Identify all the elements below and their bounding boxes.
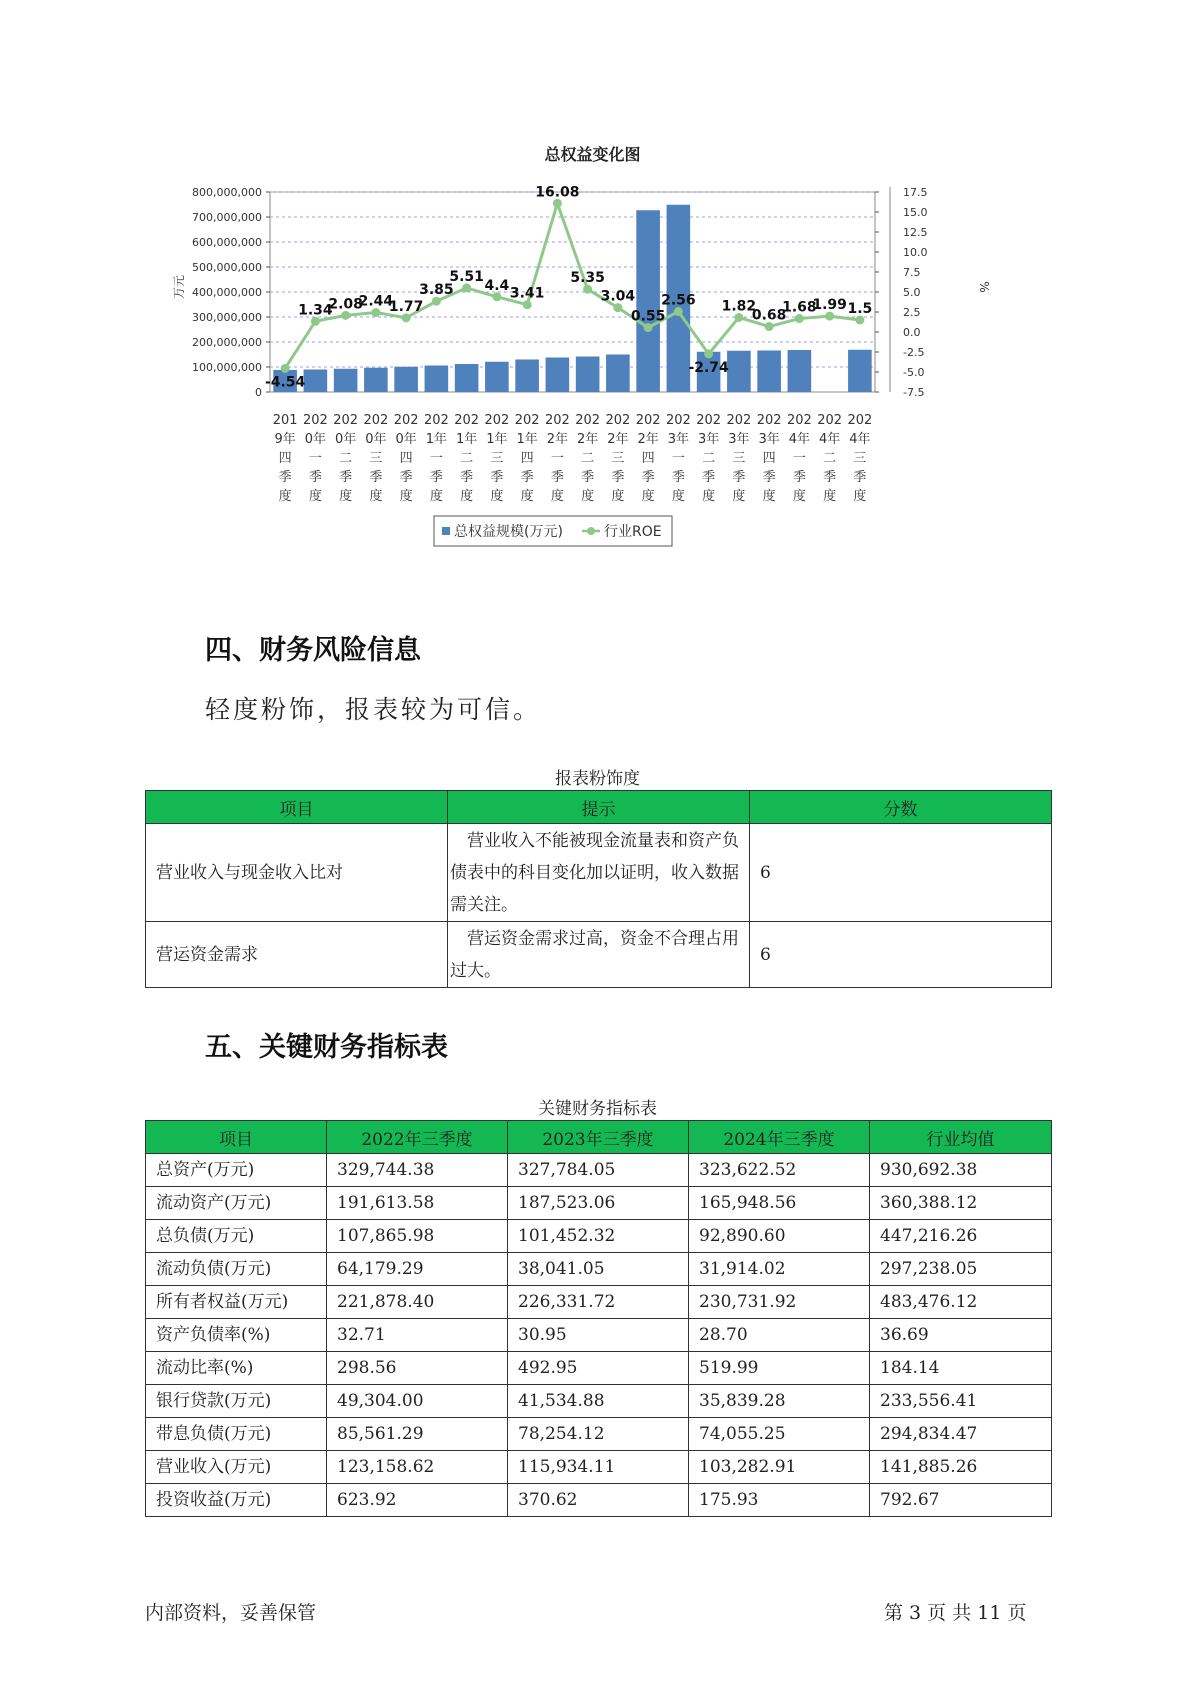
x-tick-label: 0年 (334, 432, 357, 447)
section-heading-key-metrics: 五、关键财务指标表 (205, 1032, 448, 1063)
bar (576, 357, 600, 393)
metric-value-cell: 35,839.28 (689, 1385, 870, 1418)
x-tick-label: 季 (429, 470, 443, 485)
metric-value-cell: 360,388.12 (870, 1187, 1052, 1220)
roe-data-label: 1.82 (721, 298, 757, 315)
metric-value-cell: 226,331.72 (508, 1286, 689, 1319)
x-tick-label: 202 (726, 413, 752, 428)
y2-tick-label: -7.5 (903, 386, 925, 399)
y-tick-label: 400,000,000 (192, 286, 262, 299)
table-row (146, 1220, 1052, 1253)
x-tick-label: 202 (484, 413, 510, 428)
x-tick-label: 202 (333, 413, 359, 428)
roe-data-label: 2.44 (358, 293, 394, 310)
column-header: 分数 (750, 791, 1052, 824)
x-tick-label: 3年 (697, 432, 720, 447)
x-tick-label: 度 (278, 489, 292, 504)
x-tick-label: 季 (550, 470, 564, 485)
x-tick-label: 202 (665, 413, 691, 428)
y-tick-label: 0 (255, 386, 262, 399)
x-tick-label: 0年 (365, 432, 387, 447)
risk-table (145, 790, 1052, 988)
roe-data-label: 5.51 (449, 268, 484, 285)
x-tick-label: 度 (641, 489, 655, 504)
metric-name-cell: 银行贷款(万元) (146, 1385, 327, 1418)
equity-chart-svg (150, 140, 1050, 600)
table-row (146, 1253, 1052, 1286)
x-tick-label: 1年 (486, 432, 508, 447)
x-tick-label: 季 (460, 470, 474, 485)
metric-value-cell: 370.62 (508, 1484, 689, 1517)
roe-data-label: 1.5 (847, 301, 873, 317)
roe-data-label: 1.68 (782, 299, 817, 316)
bar (334, 369, 358, 392)
x-tick-label: 4年 (788, 432, 811, 447)
x-tick-label: 0年 (304, 432, 327, 447)
x-tick-label: 2年 (607, 432, 629, 447)
roe-point (281, 364, 290, 373)
column-header: 提示 (448, 791, 750, 824)
table-row (146, 824, 1052, 922)
metric-value-cell: 38,041.05 (508, 1253, 689, 1286)
metric-value-cell: 294,834.47 (870, 1418, 1052, 1451)
x-tick-label: 3年 (728, 432, 750, 447)
bar (364, 368, 388, 392)
metric-value-cell: 492.95 (508, 1352, 689, 1385)
x-tick-label: 度 (550, 489, 564, 504)
x-tick-label: 季 (611, 470, 625, 485)
x-tick-label: 0年 (395, 432, 417, 447)
metric-value-cell: 92,890.60 (689, 1220, 870, 1253)
footer-confidential-note: 内部资料，妥善保管 (145, 1602, 317, 1624)
metric-name-cell: 总资产(万元) (146, 1154, 327, 1187)
y2-axis-label: % (977, 281, 991, 293)
roe-data-label: 5.35 (570, 270, 605, 287)
x-tick-label: 202 (363, 413, 389, 428)
x-tick-label: 一 (308, 451, 322, 466)
metric-value-cell: 298.56 (327, 1352, 508, 1385)
metric-name-cell: 带息负债(万元) (146, 1418, 327, 1451)
x-tick-label: 1年 (455, 432, 478, 447)
metric-name-cell: 总负债(万元) (146, 1220, 327, 1253)
metric-value-cell: 74,055.25 (689, 1418, 870, 1451)
legend-line-marker (587, 527, 595, 535)
x-tick-label: 度 (823, 489, 837, 504)
bar (636, 210, 660, 392)
x-tick-label: 度 (429, 489, 443, 504)
metric-value-cell: 36.69 (870, 1319, 1052, 1352)
y-tick-label: 300,000,000 (192, 311, 262, 324)
x-tick-label: 202 (847, 413, 873, 428)
metric-value-cell: 221,878.40 (327, 1286, 508, 1319)
x-tick-label: 度 (732, 489, 746, 504)
risk-summary-text: 轻度粉饰，报表较为可信。 (205, 695, 542, 724)
bar (788, 350, 812, 392)
footer-page-number: 第 3 页 共 11 页 (884, 1602, 1027, 1624)
metric-value-cell: 31,914.02 (689, 1253, 870, 1286)
x-tick-label: 202 (393, 413, 419, 428)
roe-data-label: -4.54 (264, 374, 306, 391)
metrics-table-caption: 关键财务指标表 (538, 1099, 657, 1119)
x-tick-label: 度 (460, 489, 474, 504)
x-tick-label: 二 (823, 451, 837, 466)
metric-value-cell: 792.67 (870, 1484, 1052, 1517)
x-tick-label: 二 (702, 451, 716, 466)
bar (304, 370, 328, 393)
x-tick-label: 3年 (667, 432, 690, 447)
roe-data-label: 1.99 (812, 297, 847, 314)
x-tick-label: 度 (611, 489, 625, 504)
x-tick-label: 一 (671, 451, 685, 466)
x-tick-label: 1年 (425, 432, 448, 447)
y-tick-label: 600,000,000 (192, 236, 262, 249)
table-row (146, 1187, 1052, 1220)
x-tick-label: 季 (641, 470, 655, 485)
x-tick-label: 二 (581, 451, 595, 466)
metric-name-cell: 所有者权益(万元) (146, 1286, 327, 1319)
x-tick-label: 二 (339, 451, 353, 466)
bar (515, 360, 539, 393)
x-tick-label: 202 (514, 413, 540, 428)
legend-line-label: 行业ROE (604, 524, 662, 540)
x-tick-label: 202 (575, 413, 601, 428)
metric-value-cell: 297,238.05 (870, 1253, 1052, 1286)
metric-value-cell: 78,254.12 (508, 1418, 689, 1451)
legend-bar-label: 总权益规模(万元) (454, 524, 563, 540)
table-header-row (146, 1121, 1052, 1154)
y2-tick-label: 12.5 (903, 226, 928, 239)
table-row (146, 1451, 1052, 1484)
column-header: 2023年三季度 (508, 1121, 689, 1154)
roe-data-label: 2.56 (661, 292, 696, 309)
x-tick-label: 202 (635, 413, 661, 428)
x-tick-label: 202 (817, 413, 843, 428)
table-row (146, 1385, 1052, 1418)
x-tick-label: 度 (399, 489, 413, 504)
risk-table-caption: 报表粉饰度 (555, 769, 640, 789)
metric-value-cell: 49,304.00 (327, 1385, 508, 1418)
x-tick-label: 四 (520, 451, 534, 466)
section-heading-financial-risk: 四、财务风险信息 (205, 635, 421, 666)
metric-value-cell: 28.70 (689, 1319, 870, 1352)
metric-value-cell: 623.92 (327, 1484, 508, 1517)
x-tick-label: 季 (581, 470, 595, 485)
metric-name-cell: 营业收入(万元) (146, 1451, 327, 1484)
bar (757, 351, 781, 393)
x-tick-label: 季 (278, 470, 292, 485)
x-tick-label: 度 (369, 489, 383, 504)
x-tick-label: 2年 (576, 432, 599, 447)
table-row (146, 1319, 1052, 1352)
column-header: 行业均值 (870, 1121, 1052, 1154)
x-tick-label: 202 (605, 413, 631, 428)
table-row (146, 1154, 1052, 1187)
y2-tick-label: 0.0 (903, 326, 921, 339)
bar (394, 367, 418, 392)
x-tick-label: 四 (399, 451, 413, 466)
x-tick-label: 度 (762, 489, 776, 504)
metric-value-cell: 64,179.29 (327, 1253, 508, 1286)
metric-value-cell: 103,282.91 (689, 1451, 870, 1484)
table-row (146, 1418, 1052, 1451)
y2-tick-label: 2.5 (903, 306, 921, 319)
metric-value-cell: 447,216.26 (870, 1220, 1052, 1253)
risk-hint-cell: 营运资金需求过高，资金不合理占用过大。 (448, 922, 750, 988)
bar (606, 355, 630, 393)
column-header: 2022年三季度 (327, 1121, 508, 1154)
metric-value-cell: 329,744.38 (327, 1154, 508, 1187)
y-tick-label: 500,000,000 (192, 261, 262, 274)
metric-value-cell: 323,622.52 (689, 1154, 870, 1187)
y-axis-label: 万元 (172, 274, 186, 300)
x-tick-label: 3年 (758, 432, 780, 447)
table-row (146, 1352, 1052, 1385)
x-tick-label: 度 (490, 489, 504, 504)
bar (848, 350, 872, 392)
metric-value-cell: 115,934.11 (508, 1451, 689, 1484)
x-tick-label: 202 (302, 413, 328, 428)
x-tick-label: 季 (762, 470, 776, 485)
x-tick-label: 四 (762, 451, 776, 466)
x-tick-label: 1年 (516, 432, 538, 447)
roe-data-label: 16.08 (535, 184, 580, 201)
y2-tick-label: -5.0 (903, 366, 925, 379)
legend-bar-swatch (442, 527, 450, 535)
chart-title: 总权益变化图 (544, 145, 641, 164)
roe-data-label: 4.4 (484, 277, 510, 294)
x-tick-label: 季 (490, 470, 504, 485)
x-tick-label: 四 (278, 451, 292, 466)
x-tick-label: 度 (792, 489, 806, 504)
x-tick-label: 度 (581, 489, 595, 504)
bar (485, 362, 509, 392)
x-tick-label: 202 (454, 413, 480, 428)
metric-name-cell: 流动负债(万元) (146, 1253, 327, 1286)
x-tick-label: 三 (732, 451, 746, 466)
roe-data-label: 1.34 (298, 302, 333, 319)
equity-chart (150, 140, 1050, 600)
risk-item-cell: 营运资金需求 (146, 922, 448, 988)
x-tick-label: 2年 (637, 432, 659, 447)
x-tick-label: 季 (792, 470, 806, 485)
metric-value-cell: 32.71 (327, 1319, 508, 1352)
roe-data-label: 3.85 (419, 282, 454, 299)
y2-tick-label: 15.0 (903, 206, 928, 219)
bar (546, 358, 570, 393)
x-tick-label: 202 (423, 413, 449, 428)
table-header-row (146, 791, 1052, 824)
metrics-table (145, 1120, 1052, 1517)
x-tick-label: 2年 (546, 432, 569, 447)
metric-value-cell: 483,476.12 (870, 1286, 1052, 1319)
y2-tick-label: 5.0 (903, 286, 921, 299)
y-tick-label: 700,000,000 (192, 211, 262, 224)
metric-value-cell: 327,784.05 (508, 1154, 689, 1187)
x-tick-label: 一 (792, 451, 806, 466)
metric-name-cell: 流动比率(%) (146, 1352, 327, 1385)
x-tick-label: 季 (702, 470, 716, 485)
y-tick-label: 200,000,000 (192, 336, 262, 349)
y-tick-label: 800,000,000 (192, 186, 262, 199)
y2-tick-label: 7.5 (903, 266, 921, 279)
metric-name-cell: 流动资产(万元) (146, 1187, 327, 1220)
roe-data-label: 0.68 (751, 307, 787, 324)
metric-value-cell: 233,556.41 (870, 1385, 1052, 1418)
roe-data-label: 3.04 (600, 288, 636, 305)
metric-value-cell: 191,613.58 (327, 1187, 508, 1220)
x-tick-label: 季 (308, 470, 322, 485)
x-tick-label: 四 (641, 451, 655, 466)
column-header: 项目 (146, 1121, 327, 1154)
x-tick-label: 4年 (818, 432, 841, 447)
y2-tick-label: 10.0 (903, 246, 928, 259)
table-row (146, 1286, 1052, 1319)
roe-point (704, 349, 713, 358)
x-tick-label: 度 (853, 489, 867, 504)
x-tick-label: 三 (490, 451, 504, 466)
x-tick-label: 度 (702, 489, 716, 504)
metric-value-cell: 519.99 (689, 1352, 870, 1385)
bar (455, 364, 479, 392)
metric-value-cell: 165,948.56 (689, 1187, 870, 1220)
bar (425, 366, 449, 393)
x-tick-label: 202 (544, 413, 570, 428)
roe-data-label: 2.08 (328, 296, 363, 313)
metric-value-cell: 230,731.92 (689, 1286, 870, 1319)
x-tick-label: 202 (756, 413, 782, 428)
x-tick-label: 202 (696, 413, 722, 428)
metric-value-cell: 107,865.98 (327, 1220, 508, 1253)
x-tick-label: 4年 (849, 432, 871, 447)
x-tick-label: 度 (671, 489, 685, 504)
x-tick-label: 季 (853, 470, 867, 485)
metric-name-cell: 资产负债率(%) (146, 1319, 327, 1352)
x-tick-label: 季 (520, 470, 534, 485)
bar (727, 351, 751, 392)
x-tick-label: 201 (272, 413, 298, 428)
metric-value-cell: 123,158.62 (327, 1451, 508, 1484)
y2-tick-label: -2.5 (903, 346, 925, 359)
metric-value-cell: 930,692.38 (870, 1154, 1052, 1187)
x-tick-label: 9年 (274, 432, 296, 447)
x-tick-label: 202 (786, 413, 812, 428)
x-tick-label: 二 (460, 451, 474, 466)
x-tick-label: 度 (339, 489, 353, 504)
metric-value-cell: 141,885.26 (870, 1451, 1052, 1484)
x-tick-label: 季 (732, 470, 746, 485)
risk-score-cell: 6 (750, 922, 1052, 988)
metric-value-cell: 41,534.88 (508, 1385, 689, 1418)
x-tick-label: 季 (671, 470, 685, 485)
roe-data-label: 3.41 (509, 285, 545, 302)
risk-hint-cell: 营业收入不能被现金流量表和资产负债表中的科目变化加以证明，收入数据需关注。 (448, 824, 750, 922)
x-tick-label: 季 (369, 470, 383, 485)
metric-value-cell: 175.93 (689, 1484, 870, 1517)
column-header: 2024年三季度 (689, 1121, 870, 1154)
column-header: 项目 (146, 791, 448, 824)
x-tick-label: 三 (853, 451, 867, 466)
x-tick-label: 季 (399, 470, 413, 485)
roe-data-label: 0.55 (630, 308, 666, 325)
x-tick-label: 季 (339, 470, 353, 485)
x-tick-label: 一 (550, 451, 564, 466)
x-tick-label: 度 (308, 489, 322, 504)
risk-score-cell: 6 (750, 824, 1052, 922)
risk-item-cell: 营业收入与现金收入比对 (146, 824, 448, 922)
roe-data-label: -2.74 (688, 359, 729, 376)
x-tick-label: 三 (369, 451, 383, 466)
metric-name-cell: 投资收益(万元) (146, 1484, 327, 1517)
table-row (146, 922, 1052, 988)
y-tick-label: 100,000,000 (192, 361, 262, 374)
metric-value-cell: 30.95 (508, 1319, 689, 1352)
metric-value-cell: 184.14 (870, 1352, 1052, 1385)
x-tick-label: 度 (520, 489, 534, 504)
table-row (146, 1484, 1052, 1517)
roe-data-label: 1.77 (388, 298, 424, 315)
metric-value-cell: 85,561.29 (327, 1418, 508, 1451)
y2-tick-label: 17.5 (903, 186, 928, 199)
x-tick-label: 季 (823, 470, 837, 485)
metric-value-cell: 187,523.06 (508, 1187, 689, 1220)
metric-value-cell: 101,452.32 (508, 1220, 689, 1253)
x-tick-label: 一 (429, 451, 443, 466)
x-tick-label: 三 (611, 451, 625, 466)
